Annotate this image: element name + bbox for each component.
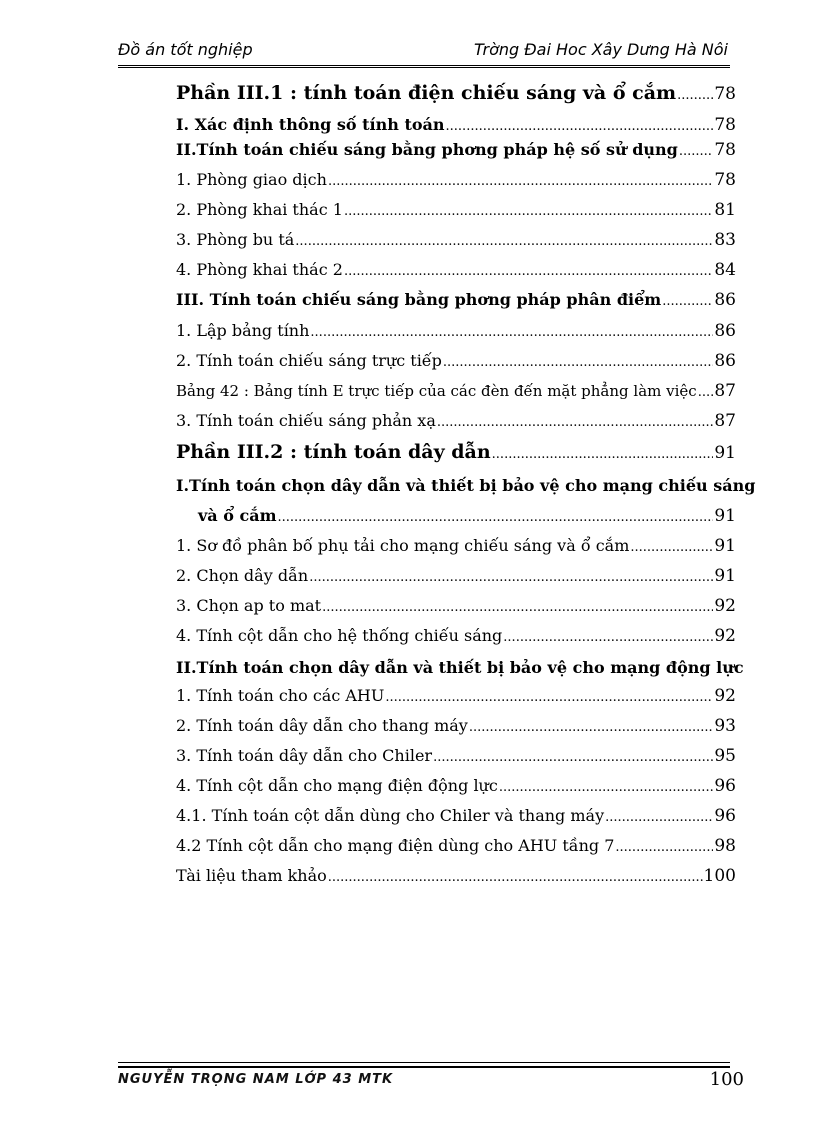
toc-entry[interactable]: 4.1. Tính toán cột dẫn dùng cho Chiler và thang máy ..... 96 xyxy=(176,808,736,825)
toc-entry[interactable]: 4. Phòng khai thác 2 ..... 84 xyxy=(176,262,736,279)
toc-entry[interactable]: Phần III.2 : tính toán dây dẫn ..... 91 xyxy=(176,443,736,462)
toc-entry[interactable]: 1. Tính toán cho các AHU ..... 92 xyxy=(176,688,736,705)
toc-entry[interactable]: 2. Tính toán dây dẫn cho thang máy ..... 93 xyxy=(176,718,736,735)
header-doc-title: Đồ án tốt nghiệp xyxy=(118,40,253,59)
toc-entry[interactable]: và ổ cắm ..... 91 xyxy=(176,508,736,525)
toc-entry[interactable]: 3. Tính toán dây dẫn cho Chiler ..... 95 xyxy=(176,748,736,765)
toc-entry[interactable]: I. Xác định thông số tính toán ..... 78 xyxy=(176,117,736,134)
toc-entry[interactable]: Bảng 42 : Bảng tính E trực tiếp của các đèn đến mặt phẳng làm việc ..... 87 xyxy=(176,383,736,400)
toc-entry[interactable]: 4. Tính cột dẫn cho hệ thống chiếu sáng ..... 92 xyxy=(176,628,736,645)
toc-entry[interactable]: 3. Tính toán chiếu sáng phản xạ ..... 87 xyxy=(176,413,736,430)
toc-entry[interactable]: II.Tính toán chiếu sáng bằng phơng pháp hệ số sử dụng ..... 78 xyxy=(176,142,736,159)
footer-rule xyxy=(118,1062,730,1063)
page-number: 100 xyxy=(709,1069,744,1090)
toc-section-heading[interactable]: II.Tính toán chọn dây dẫn và thiết bị bảo vệ cho mạng động lực xyxy=(176,658,744,677)
header-university: Trờng Đai Hoc Xây Dưng Hà Nôi xyxy=(473,40,728,59)
toc-entry[interactable]: 2. Phòng khai thác 1 ..... 81 xyxy=(176,202,736,219)
toc-entry[interactable]: Tài liệu tham khảo ..... 100 xyxy=(176,868,736,885)
toc-entry[interactable]: 2. Tính toán chiếu sáng trực tiếp ..... 86 xyxy=(176,353,736,370)
toc-entry[interactable]: 3. Chọn ap to mat ..... 92 xyxy=(176,598,736,615)
toc-entry[interactable]: 1. Phòng giao dịch ..... 78 xyxy=(176,172,736,189)
toc-entry[interactable]: 4. Tính cột dẫn cho mạng điện động lực ..... 96 xyxy=(176,778,736,795)
toc-entry[interactable]: III. Tính toán chiếu sáng bằng phơng pháp phân điểm ..... 86 xyxy=(176,292,736,309)
toc-entry[interactable]: 1. Lập bảng tính ..... 86 xyxy=(176,323,736,340)
toc-entry[interactable]: 2. Chọn dây dẫn ..... 91 xyxy=(176,568,736,585)
toc-section-heading[interactable]: I.Tính toán chọn dây dẫn và thiết bị bảo vệ cho mạng chiếu sáng xyxy=(176,476,756,495)
footer-rule xyxy=(118,1066,730,1068)
toc-entry[interactable]: 1. Sơ đồ phân bố phụ tải cho mạng chiếu sáng và ổ cắm ..... 91 xyxy=(176,538,736,555)
toc-entry[interactable]: Phần III.1 : tính toán điện chiếu sáng và ổ cắm ..... 78 xyxy=(176,84,736,103)
header-rule xyxy=(118,65,730,70)
toc-entry[interactable]: 3. Phòng bu tá ..... 83 xyxy=(176,232,736,249)
toc-entry[interactable]: 4.2 Tính cột dẫn cho mạng điện dùng cho AHU tầng 7 ..... 98 xyxy=(176,838,736,855)
page-header xyxy=(118,40,728,64)
footer-author: NGUYỄN TRỌNG NAM LỚP 43 MTK xyxy=(118,1072,394,1087)
